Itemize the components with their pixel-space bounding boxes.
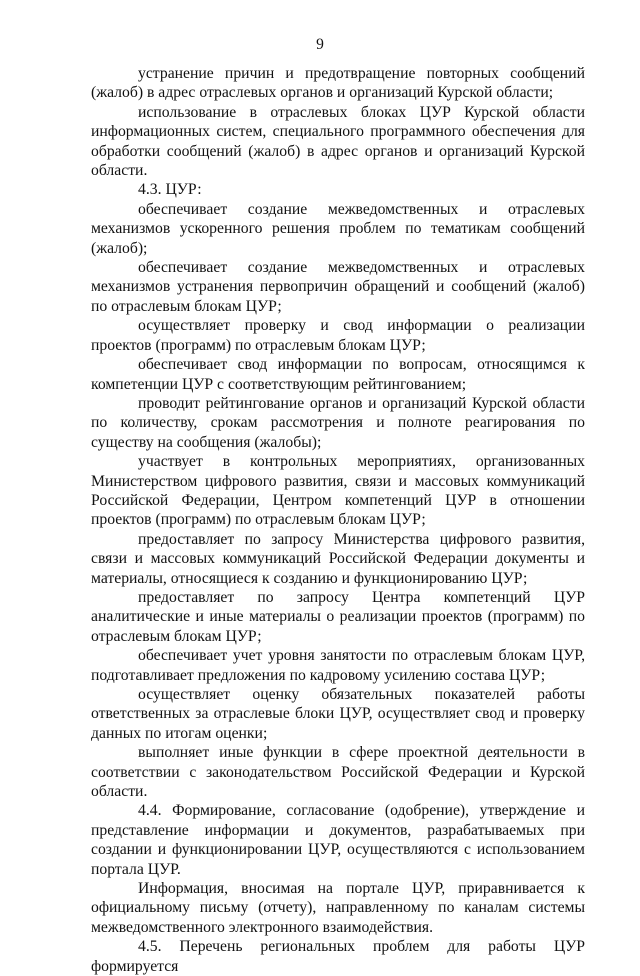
paragraph: обеспечивает создание межведомственных и отраслевых механизмов ускоренного решения проблем по тематикам сообщений (жалоб); — [91, 200, 585, 257]
paragraph: обеспечивает свод информации по вопросам, относящимся к компетенции ЦУР с соответствующим рейтингованием; — [91, 356, 585, 393]
section-heading: 4.3. ЦУР: — [138, 181, 202, 199]
paragraph: осуществляет проверку и свод информации о реализации проектов (программ) по отраслевым блокам ЦУР; — [91, 317, 585, 354]
paragraph: предоставляет по запросу Центра компетенций ЦУР аналитические и иные материалы о реализации проектов (программ) по отраслевым блокам ЦУР; — [91, 588, 585, 645]
paragraph: обеспечивает создание межведомственных и отраслевых механизмов устранения первопричин обращений и сообщений (жалоб) по отраслевым блокам ЦУР; — [91, 259, 585, 315]
paragraph: использование в отраслевых блоках ЦУР Курской области информационных систем, специального программного обеспечения для обработки сообщений (жалоб) в адрес органов и организаций Курской области. — [91, 103, 585, 180]
paragraph: 4.4. Формирование, согласование (одобрение), утверждение и представление информации и документов, разрабатываемых при создании и функционировании ЦУР, осуществляются с использованием портала ЦУР. — [91, 802, 585, 878]
paragraph: 4.5. Перечень региональных проблем для работы ЦУР формируется — [91, 938, 585, 975]
paragraph: проводит рейтингование органов и организаций Курской области по количеству, срокам рассмотрения и полноте реагирования по существу на сообщения (жалобы); — [91, 394, 585, 451]
page-number: 9 — [316, 36, 324, 53]
paragraph: устранение причин и предотвращение повторных сообщений (жалоб) в адрес отраслевых органов и организаций Курской области; — [91, 65, 585, 102]
paragraph: предоставляет по запросу Министерства цифрового развития, связи и массовых коммуникаций Российской Федерации документы и материалы, относящиеся к созданию и функционированию ЦУР; — [91, 530, 585, 587]
paragraph: участвует в контрольных мероприятиях, организованных Министерством цифрового развития, связи и массовых коммуникаций Российской Федерации, Центром компетенций ЦУР в отношении проектов (программ) по отраслевым блокам ЦУР; — [91, 453, 585, 529]
document-body — [91, 64, 585, 976]
paragraph: осуществляет оценку обязательных показателей работы ответственных за отраслевые блоки ЦУР, осуществляет свод и проверку данных по итогам оценки; — [91, 686, 585, 742]
paragraph: выполняет иные функции в сфере проектной деятельности в соответствии с законодательством Российской Федерации и Курской области. — [91, 744, 585, 801]
paragraph: Информация, вносимая на портале ЦУР, приравнивается к официальному письму (отчету), направленному по каналам системы межведомственного электронного взаимодействия. — [91, 880, 585, 936]
paragraph: обеспечивает учет уровня занятости по отраслевым блокам ЦУР, подготавливает предложения по кадровому усилению состава ЦУР; — [91, 647, 585, 684]
